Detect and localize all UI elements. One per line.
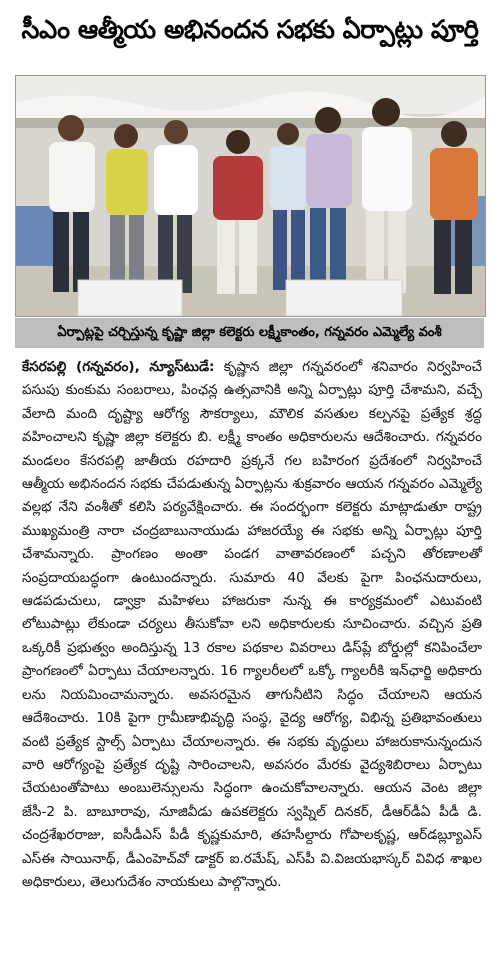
chairs-left [16,206,56,266]
article-text: కృష్ణాన జిల్లా గన్నవరంలో శనివారం నిర్వహించే పసుపు కుంకుమ సంబరాలు, పింఛన్ల ఉత్సవానికి అన్ని ఏర్పాట్లు పూర్తి చేశామని, వచ్చే వేలాది మంది దృష్ట్యా ఆరోగ్య సౌకర్యాలు, మౌలిక వసతుల కల్పనపై ప్రత్యేక శ్రద్ధ వహించాలని కృష్ణా జిల్లా కలెక్టరు బి. లక్ష్మీ కాంతం అధికారులను ఆదేశించారు. గన్నవరం మండలం కేసరపల్లి జాతీయ రహదారి ప్రక్కనే గల బహిరంగ ప్రదేశంలో నిర్వహించే ఆత్మీయ అభినందన సభకు చేపడుతున్న ఏర్పాట్లను శుక్రవారం ఆయన గన్నవరం ఎమ్మెల్యే వల్లభ నేని వంశీతో కలిసి పర్యవేక్షించారు. ఈ సందర్భంగా కలెక్టరు మాట్లాడుతూ రాష్ట్ర ముఖ్యమంత్రి నారా చంద్రబాబునాయుడు హాజరయ్యే ఈ సభకు అన్ని ఏర్పాట్లు పూర్తి చేశామన్నారు. ప్రాంగణం అంతా పండగ వాతావరణంలో పచ్చని తోరణాలతో సంప్రదాయబద్ధంగా ఉంటుందన్నారు. సుమారు 40 వేలకు పైగా పింఛనుదారులు, ఆడపడుచులు, డ్వాక్రా మహిళలు హాజరుకా నున్న ఈ కార్యక్రమంలో ఎటువంటి లోటుపాట్లు లేకుండా చర్యలు తీసుకోవా లని అధికారులకు సూచించారు. వచ్చిన ప్రతి ఒక్కరికీ ప్రభుత్వం అందిస్తున్న 13 రకాల పథకాల వివరాలు డిస్‌ప్లే బోర్డుల్లో కనిపించేలా ప్రాంగణంలో ఏర్పాటు చేయాలన్నారు. 16 గ్యాలరీలలో ఒక్కో గ్యాలరీకి ఇన్‌ఛార్జి అధికారు లను నియమించామన్నారు. అవసరమైన తాగునీటిని సిద్ధం చేయాలని ఆయన ఆదేశించారు. 10కి పైగా గ్రామీణాభివృద్ధి సంస్థ, వైద్య ఆరోగ్య, విభిన్న ప్రతిభావంతులు వంటి ప్రత్యేక స్టాల్స్ ఏర్పాటు చేయాలన్నారు. ఈ సభకు వృద్ధులు హాజరుకానున్నందున వారి ఆరోగ్యంపై ప్రత్యేక దృష్టి సారించాలని, అవసరం మేరకు వైద్యశిబిరాలు ఏర్పాటు చేయటంతోపాటు అంబులెన్సులను సిద్ధంగా ఉంచుకోవాలన్నారు. ఆయన వెంట జిల్లా జేసీ-2 పి. బాబూరావు, నూజివీడు ఉపకలెక్టరు స్వప్నిల్ దినకర్, డీఆర్‌డీఏ పీడీ డి. చంద్రశేఖరరాజు, ఐసీడీఎస్ పీడీ కృష్ణకుమారి, తహసీల్దారు గోపాలకృష్ణ, ఆర్‌డబ్ల్యూఎస్ ఎస్ఈ సాయినాథ్, డీఎంహెచ్‌వో డాక్టర్ ఐ.రమేష్, ఎస్‌పీ వి.విజయభాస్కర్ వివిధ శాఖల అధికారులు, తెలుగుదేశం నాయకులు పాల్గొన్నారు. [22,359,482,890]
photo-caption: ఏర్పాట్లపై చర్చిస్తున్న కృష్ణా జిల్లా కలెక్టరు లక్ష్మీకాంతం, గన్నవరం ఎమ్మెల్యే వంశీ [15,318,484,348]
article-paragraph [22,356,482,894]
article-dateline: కేసరపల్లి (గన్నవరం), న్యూస్‌టుడే: [22,359,215,375]
foreground-box-right [286,280,402,316]
headline: సీఎం ఆత్మీయ అభినందన సభకు ఏర్పాట్లు పూర్తి [21,15,479,45]
news-photo [15,75,486,317]
photo-illustration [16,76,485,316]
article-body [22,356,482,946]
tent-edge [16,118,485,128]
foreground-box-left [78,280,182,316]
